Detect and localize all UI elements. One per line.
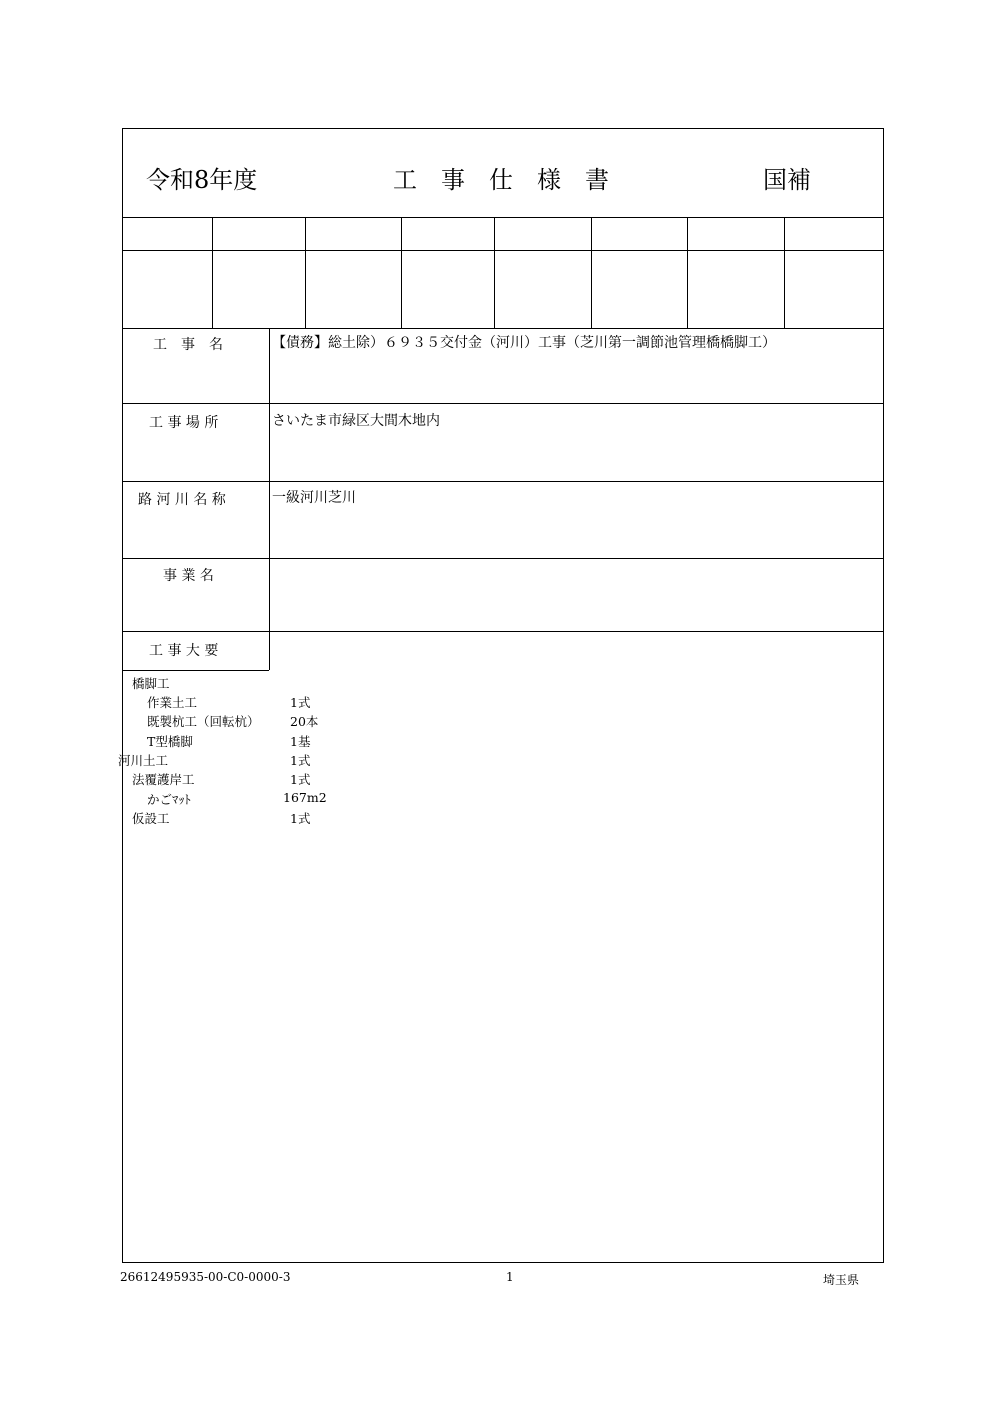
location-value: さいたま市緑区大間木地内 xyxy=(272,413,440,429)
summary-item-name: T型橋脚 xyxy=(147,734,193,749)
summary-item-name: 作業土工 xyxy=(147,695,198,710)
row-line xyxy=(123,558,883,559)
summary-item-name: 仮設工 xyxy=(132,811,170,826)
row-line xyxy=(123,631,883,632)
summary-item-qty: 20本 xyxy=(290,714,319,729)
summary-item-qty: 1式 xyxy=(290,772,311,787)
construction-name-value: 【債務】総土除）６９３５交付金（河川）工事（芝川第一調節池管理橋橋脚工） xyxy=(272,335,776,351)
stamp-divider xyxy=(305,217,306,328)
summary-item-name: 河川土工 xyxy=(118,753,169,768)
spec-sheet-frame xyxy=(118,128,884,1263)
stamp-divider xyxy=(401,217,402,328)
summary-item-qty: 1式 xyxy=(290,753,311,768)
label-column-divider xyxy=(269,328,270,670)
issuer-name: 埼玉県 xyxy=(823,1273,860,1287)
construction-name-label: 工 事 名 xyxy=(153,337,223,353)
subsidy-label: 国補 xyxy=(763,166,811,194)
project-name-label: 事 業 名 xyxy=(163,568,214,584)
river-name-value: 一級河川芝川 xyxy=(272,490,356,506)
summary-item-qty: 1式 xyxy=(290,695,311,710)
summary-label: 工 事 大 要 xyxy=(149,643,219,659)
stamp-divider xyxy=(212,217,213,328)
grid-bottom-line xyxy=(123,328,883,329)
summary-item-name: 橋脚工 xyxy=(132,676,170,691)
document-id: 26612495935-00-C0-0000-3 xyxy=(120,1270,291,1284)
row-line xyxy=(123,403,883,404)
page-number: 1 xyxy=(506,1270,514,1284)
summary-item-qty: 1基 xyxy=(290,734,311,749)
stamp-divider xyxy=(494,217,495,328)
location-label: 工 事 場 所 xyxy=(149,415,219,431)
stamp-divider xyxy=(784,217,785,328)
summary-label-bottom-line xyxy=(123,670,269,671)
summary-item-name: 既製杭工（回転杭） xyxy=(147,714,260,729)
summary-item-qty: 1式 xyxy=(290,811,311,826)
summary-item-name: かごﾏｯﾄ xyxy=(147,792,191,807)
summary-item-name: 法覆護岸工 xyxy=(132,772,195,787)
fiscal-year: 令和8年度 xyxy=(146,166,258,194)
row-line xyxy=(123,481,883,482)
stamp-divider xyxy=(591,217,592,328)
grid-top-line xyxy=(123,217,883,218)
summary-item-qty: 167m2 xyxy=(283,790,327,805)
stamp-divider xyxy=(687,217,688,328)
grid-middle-line xyxy=(123,250,883,251)
document-title: 工 事 仕 様 書 xyxy=(393,166,609,194)
river-name-label: 路 河 川 名 称 xyxy=(138,492,226,508)
